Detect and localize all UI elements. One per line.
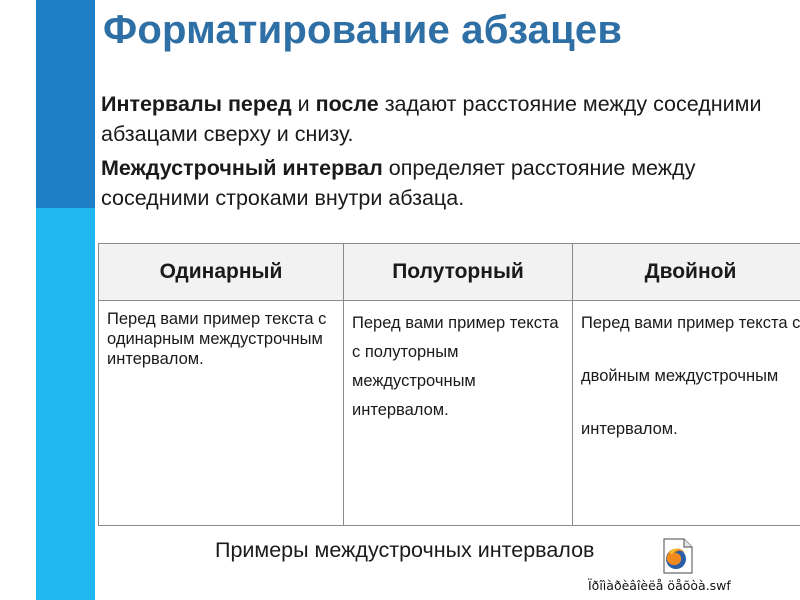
single-spacing-example-text: Перед вами пример текста с одинарным междустрочным интервалом. — [107, 310, 327, 368]
paragraph-spacing-before-after — [101, 89, 800, 149]
term-line-spacing: Междустрочный интервал — [101, 156, 383, 180]
slide-title: Форматирование абзацев — [103, 8, 623, 52]
paragraph-explanation-text: задают расстояние между соседними абзацами сверху и снизу. — [101, 92, 762, 146]
examples-caption: Примеры междустрочных интервалов — [215, 538, 595, 562]
term-spacing-after: после — [315, 92, 379, 116]
term-spacing-before: Интервалы перед — [101, 92, 292, 116]
cell-double-spacing — [573, 301, 800, 526]
cell-one-and-half-spacing — [344, 301, 573, 526]
sidebar-bar-top — [36, 0, 95, 208]
header-single-spacing: Одинарный — [99, 244, 344, 301]
paragraph-connector-text: и — [291, 92, 316, 116]
attachment-filename[interactable]: Ïðîìàðèâîèëå öåõòà.swf — [588, 578, 731, 593]
header-one-and-half-spacing: Полуторный — [344, 244, 573, 301]
paragraph-explanation-text: определяет расстояние между соседними строками внутри абзаца. — [101, 156, 696, 210]
sidebar-bar-bottom — [36, 208, 95, 600]
table-row — [99, 301, 800, 526]
table-header-row — [99, 244, 800, 301]
firefox-file-icon[interactable] — [660, 538, 694, 574]
one-and-half-spacing-example-text: Перед вами пример текста с полуторным междустрочным интервалом. — [352, 314, 559, 419]
line-spacing-examples-table — [98, 243, 800, 526]
paragraph-line-spacing — [101, 153, 800, 213]
cell-single-spacing — [99, 301, 344, 526]
double-spacing-example-text: Перед вами пример текста с двойным междустрочным интервалом. — [581, 314, 800, 438]
header-double-spacing: Двойной — [573, 244, 800, 301]
